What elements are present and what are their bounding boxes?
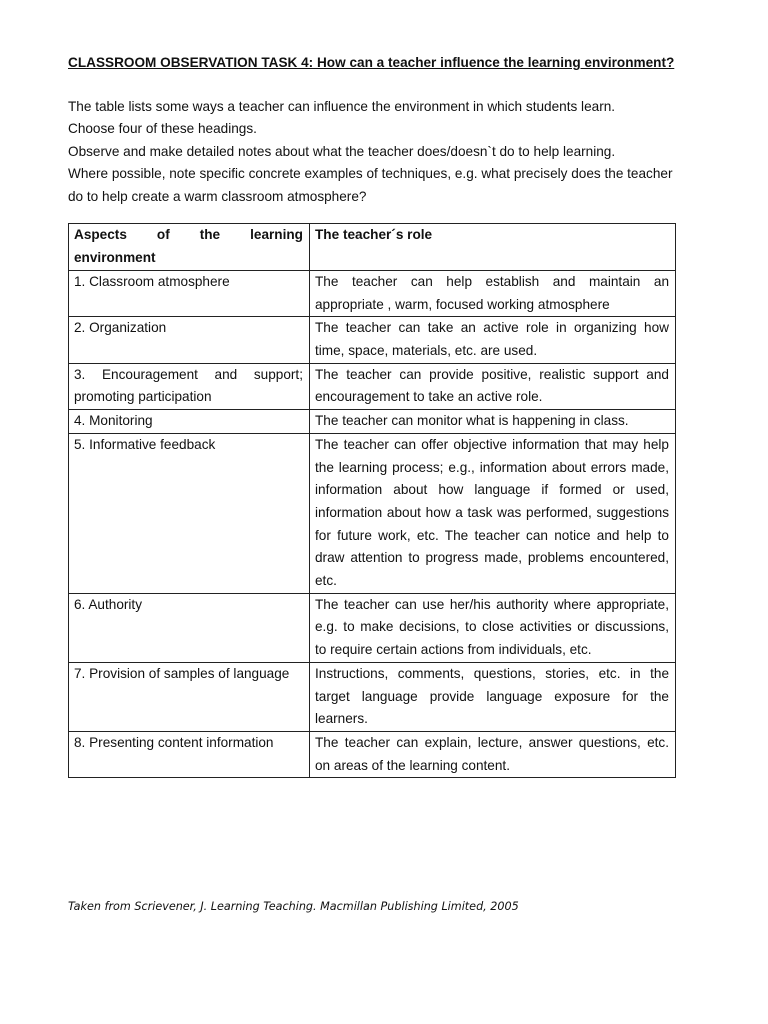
table-row bbox=[69, 731, 676, 777]
intro-line: Choose four of these headings. bbox=[68, 121, 257, 137]
table-row bbox=[69, 433, 676, 593]
role-cell: Instructions, comments, questions, stories, etc. in the target language provide language exposure for the learners. bbox=[310, 662, 676, 731]
aspect-cell: 3. Encouragement and support; promoting participation bbox=[69, 363, 310, 409]
aspect-cell: 8. Presenting content information bbox=[69, 731, 310, 777]
task-heading: CLASSROOM OBSERVATION TASK 4: How can a teacher influence the learning environment? bbox=[68, 55, 675, 70]
table-row bbox=[69, 662, 676, 731]
role-cell: The teacher can explain, lecture, answer questions, etc. on areas of the learning content. bbox=[310, 731, 676, 777]
role-cell: The teacher can monitor what is happening in class. bbox=[310, 410, 676, 434]
table-header-row bbox=[69, 224, 676, 270]
aspect-cell: 1. Classroom atmosphere bbox=[69, 270, 310, 316]
table-row bbox=[69, 317, 676, 363]
table-row bbox=[69, 363, 676, 409]
column-header-aspect: Aspects of the learning environment bbox=[69, 224, 310, 270]
document-page bbox=[68, 52, 675, 778]
intro-text bbox=[68, 96, 675, 209]
aspect-cell: 4. Monitoring bbox=[69, 410, 310, 434]
aspect-cell: 7. Provision of samples of language bbox=[69, 662, 310, 731]
intro-line: Observe and make detailed notes about what the teacher does/doesn`t do to help learning. bbox=[68, 143, 616, 159]
table-row bbox=[69, 270, 676, 316]
table-row bbox=[69, 410, 676, 434]
aspect-cell: 6. Authority bbox=[69, 593, 310, 662]
intro-line: Where possible, note specific concrete examples of techniques, e.g. what precisely does the teacher do to help create a warm classroom atmosphere? bbox=[68, 166, 673, 204]
source-citation: Taken from Scrievener, J. Learning Teaching. Macmillan Publishing Limited, 2005 bbox=[68, 900, 519, 913]
aspect-cell: 2. Organization bbox=[69, 317, 310, 363]
role-cell: The teacher can provide positive, realistic support and encouragement to take an active role. bbox=[310, 363, 676, 409]
role-cell: The teacher can help establish and maintain an appropriate , warm, focused working atmosphere bbox=[310, 270, 676, 316]
aspect-cell: 5. Informative feedback bbox=[69, 433, 310, 593]
teacher-roles-table bbox=[68, 223, 676, 778]
intro-line: The table lists some ways a teacher can influence the environment in which students learn. bbox=[68, 98, 616, 114]
role-cell: The teacher can use her/his authority where appropriate, e.g. to make decisions, to close activities or discussions, to require certain actions from individuals, etc. bbox=[310, 593, 676, 662]
column-header-role: The teacher´s role bbox=[310, 224, 676, 270]
role-cell: The teacher can take an active role in organizing how time, space, materials, etc. are used. bbox=[310, 317, 676, 363]
role-cell: The teacher can offer objective information that may help the learning process; e.g., information about errors made, information about how language if formed or used, information about how a task was performed, suggestions for future work, etc. The teacher can notice and help to draw attention to progress made, problems encountered, etc. bbox=[310, 433, 676, 593]
table-row bbox=[69, 593, 676, 662]
